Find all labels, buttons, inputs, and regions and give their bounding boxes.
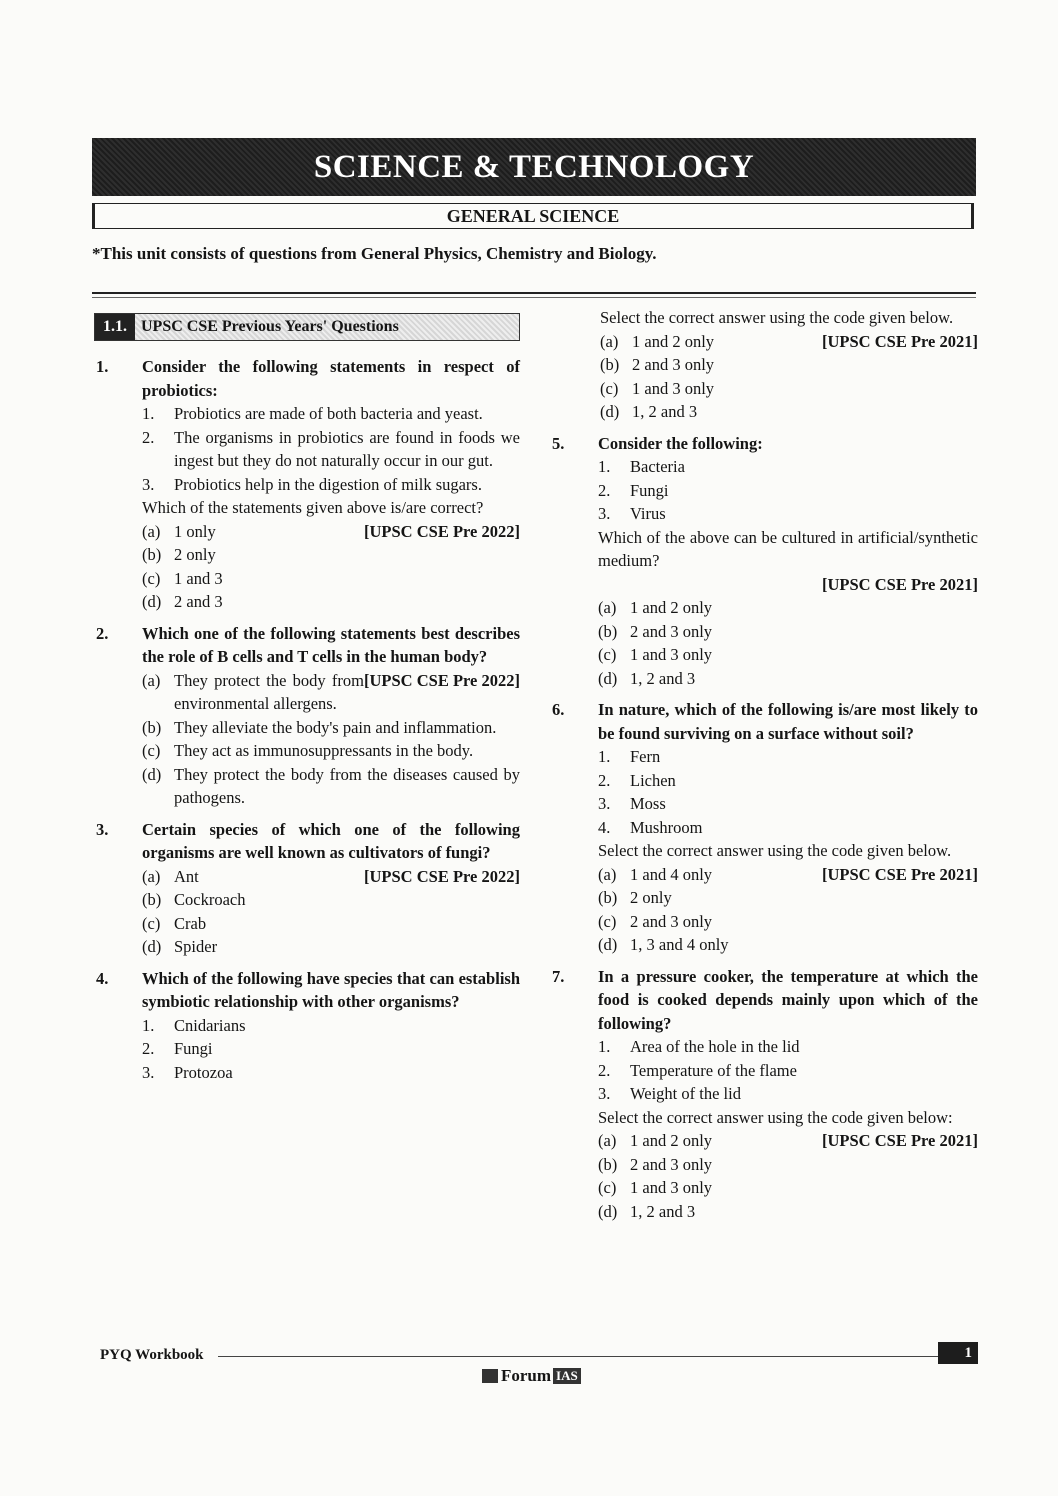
question-6 [552,698,978,957]
question-prompt: Select the correct answer using the code given below. [UPSC CSE Pre 2021] [600,306,978,330]
question-stem: Consider the following: [598,433,763,453]
unit-heading: GENERAL SCIENCE [92,203,974,229]
option: (c) 1 and 3 only [598,1178,713,1197]
statement: 1. Area of the hole in the lid [598,1037,800,1056]
page-number: 1 [938,1342,978,1364]
option: (b) 2 and 3 only [598,1154,713,1174]
statement: 1. Cnidarians [142,1015,246,1035]
option: (c) They act as immunosuppressants in the body. [142,741,474,760]
footer-workbook-label: PYQ Workbook [100,1347,204,1363]
option: (d) 1, 3 and 4 only [598,935,729,954]
statement: 1. Probiotics are made of both bacteria and yeast. [142,404,483,423]
option: (a) 1 and 2 only [598,598,713,617]
question-7 [552,965,978,1224]
statement: 1. Fern [598,747,661,766]
section-title: UPSC CSE Previous Years' Questions [135,314,519,340]
statement: 2. The organisms in probiotics are found in foods we ingest but they do not naturally occur in our gut. [142,427,520,470]
option: (a) Ant [142,866,199,886]
chapter-title: SCIENCE & TECHNOLOGY [313,148,755,185]
question-number: 2. [96,623,109,643]
question-2 [96,622,520,810]
statement: 2. Temperature of the flame [598,1060,797,1080]
option: (d) 1, 2 and 3 [598,668,696,688]
exam-citation: [UPSC CSE Pre 2021] [822,574,978,594]
question-prompt: Which of the above can be cultured in artificial/synthetic medium? [598,527,978,570]
option: (b) Cockroach [142,890,246,909]
right-column [552,306,978,1231]
question-prompt: Which of the statements given above is/are correct? [UPSC CSE Pre 2022] [142,496,520,520]
question-number: 6. [552,700,565,719]
left-column [96,355,520,1092]
divider [92,297,976,298]
exam-citation: [UPSC CSE Pre 2021] [822,331,978,351]
question-prompt: Select the correct answer using the code given below. [UPSC CSE Pre 2021] [598,839,978,863]
question-stem: Which of the following have species that can establish symbiotic relationship with other organisms? [142,968,520,1011]
question-5 [552,432,978,691]
option: (d) They protect the body from the diseases caused by pathogens. [142,764,520,807]
question-number: 7. [552,966,565,986]
question-1 [96,355,520,614]
option: (a) They protect the body from environmental allergens. [142,670,365,713]
question-stem: In a pressure cooker, the temperature at which the food is cooked depends mainly upon which of the following? [598,966,978,1033]
question-stem: Certain species of which one of the following organisms are well known as cultivators of fungi? [UPSC CSE Pre 2022] [142,818,520,865]
question-prompt: Select the correct answer using the code given below: [UPSC CSE Pre 2021] [598,1106,978,1130]
question-number: 4. [96,968,109,988]
chapter-banner [92,138,976,196]
option: (c) 1 and 3 only [600,378,715,398]
option: (b) They alleviate the body's pain and inflammation. [142,717,497,737]
statement: 3. Weight of the lid [598,1084,741,1103]
option: (c) 1 and 3 only [598,645,713,664]
exam-citation: [UPSC CSE Pre 2022] [364,866,520,886]
option: (a) 1 and 4 only [598,864,713,884]
option: (b) 2 only [598,888,672,907]
footer-rule [218,1356,938,1357]
option: (c) Crab [142,913,207,933]
question-4-continued [600,306,978,424]
question-number: 1. [96,357,109,376]
exam-citation: [UPSC CSE Pre 2021] [822,1131,978,1150]
option: (c) 1 and 3 [142,568,223,588]
option: (a) 1 and 2 only [600,331,715,351]
option: (b) 2 only [142,545,216,564]
exam-citation: [UPSC CSE Pre 2021] [822,864,978,884]
statement: 3. Virus [598,504,666,523]
unit-intro: *This unit consists of questions from General Physics, Chemistry and Biology. [92,244,657,263]
question-stem: Consider the following statements in respect of probiotics: [142,357,520,400]
exam-citation: [UPSC CSE Pre 2022] [364,670,520,690]
question-stem: In nature, which of the following is/are most likely to be found surviving on a surface without soil? [598,700,978,743]
brand-tag: IAS [553,1368,581,1384]
option: (c) 2 and 3 only [598,911,713,931]
question-number: 5. [552,433,565,453]
question-3 [96,818,520,959]
statement: 3. Probiotics help in the digestion of milk sugars. [142,474,482,494]
statement: 2. Fungi [142,1039,213,1058]
question-number: 3. [96,819,109,839]
statement: 2. Fungi [598,480,669,500]
option: (d) Spider [142,937,218,956]
option: (a) 1 only [142,521,216,541]
statement: 1. Bacteria [598,457,685,476]
exam-citation: [UPSC CSE Pre 2022] [364,521,520,541]
option: (d) 1, 2 and 3 [600,402,698,421]
option: (d) 2 and 3 [142,592,223,611]
brand-name: Forum [501,1366,552,1385]
option: (d) 1, 2 and 3 [598,1201,696,1221]
question-4 [96,967,520,1085]
publisher-logo [482,1366,581,1386]
question-stem: Which one of the following statements best describes the role of B cells and T cells in the human body? [UPSC CSE Pre 2022] [142,622,520,669]
logo-mark-icon [482,1369,498,1383]
divider [92,292,976,294]
option: (a) 1 and 2 only [598,1131,713,1150]
section-number: 1.1. [95,314,135,340]
statement: 4. Mushroom [598,817,703,837]
option: (b) 2 and 3 only [600,355,715,374]
section-heading [94,313,520,341]
option: (b) 2 and 3 only [598,621,713,641]
statement: 3. Moss [598,794,666,813]
statement: 2. Lichen [598,770,676,790]
statement: 3. Protozoa [142,1062,233,1082]
